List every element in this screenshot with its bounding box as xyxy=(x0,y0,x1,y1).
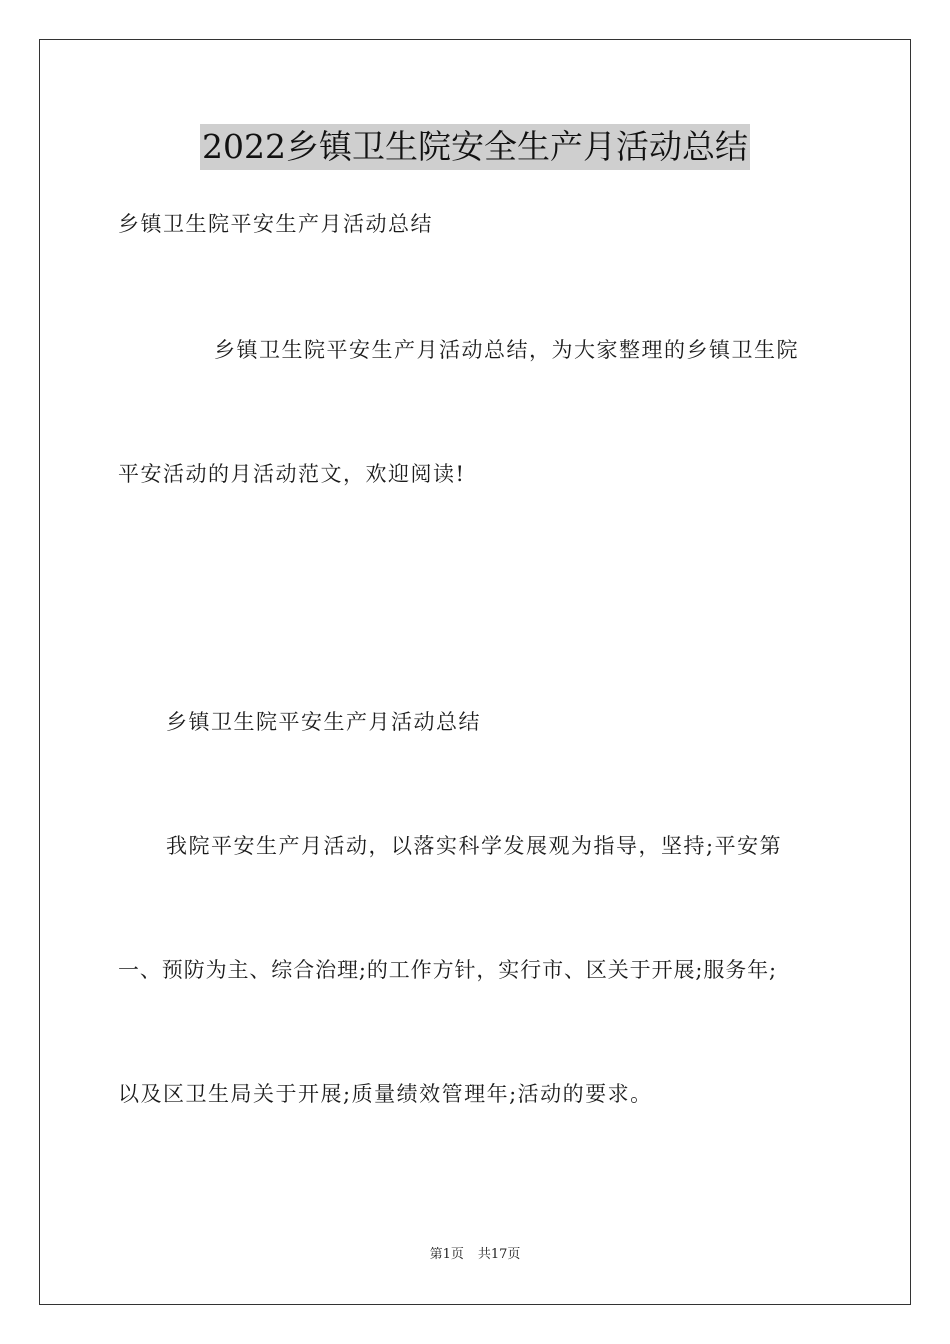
paragraph-line: 以及区卫生局关于开展;质量绩效管理年;活动的要求。 xyxy=(118,1082,653,1106)
subtitle-line: 乡镇卫生院平安生产月活动总结 xyxy=(118,212,433,236)
page-number: 第1页 xyxy=(429,1247,464,1262)
title-container xyxy=(0,124,950,170)
document-title: 2022乡镇卫生院安全生产月活动总结 xyxy=(200,124,750,170)
paragraph-line: 乡镇卫生院平安生产月活动总结，为大家整理的乡镇卫生院 xyxy=(214,338,799,362)
page-footer xyxy=(0,1246,950,1264)
paragraph-line: 一、预防为主、综合治理;的工作方针，实行市、区关于开展;服务年; xyxy=(118,958,778,982)
section-heading: 乡镇卫生院平安生产月活动总结 xyxy=(166,710,481,734)
paragraph-line: 平安活动的月活动范文，欢迎阅读! xyxy=(118,462,466,486)
page-total: 共17页 xyxy=(477,1247,521,1262)
paragraph-line: 我院平安生产月活动，以落实科学发展观为指导，坚持;平安第 xyxy=(166,834,783,858)
